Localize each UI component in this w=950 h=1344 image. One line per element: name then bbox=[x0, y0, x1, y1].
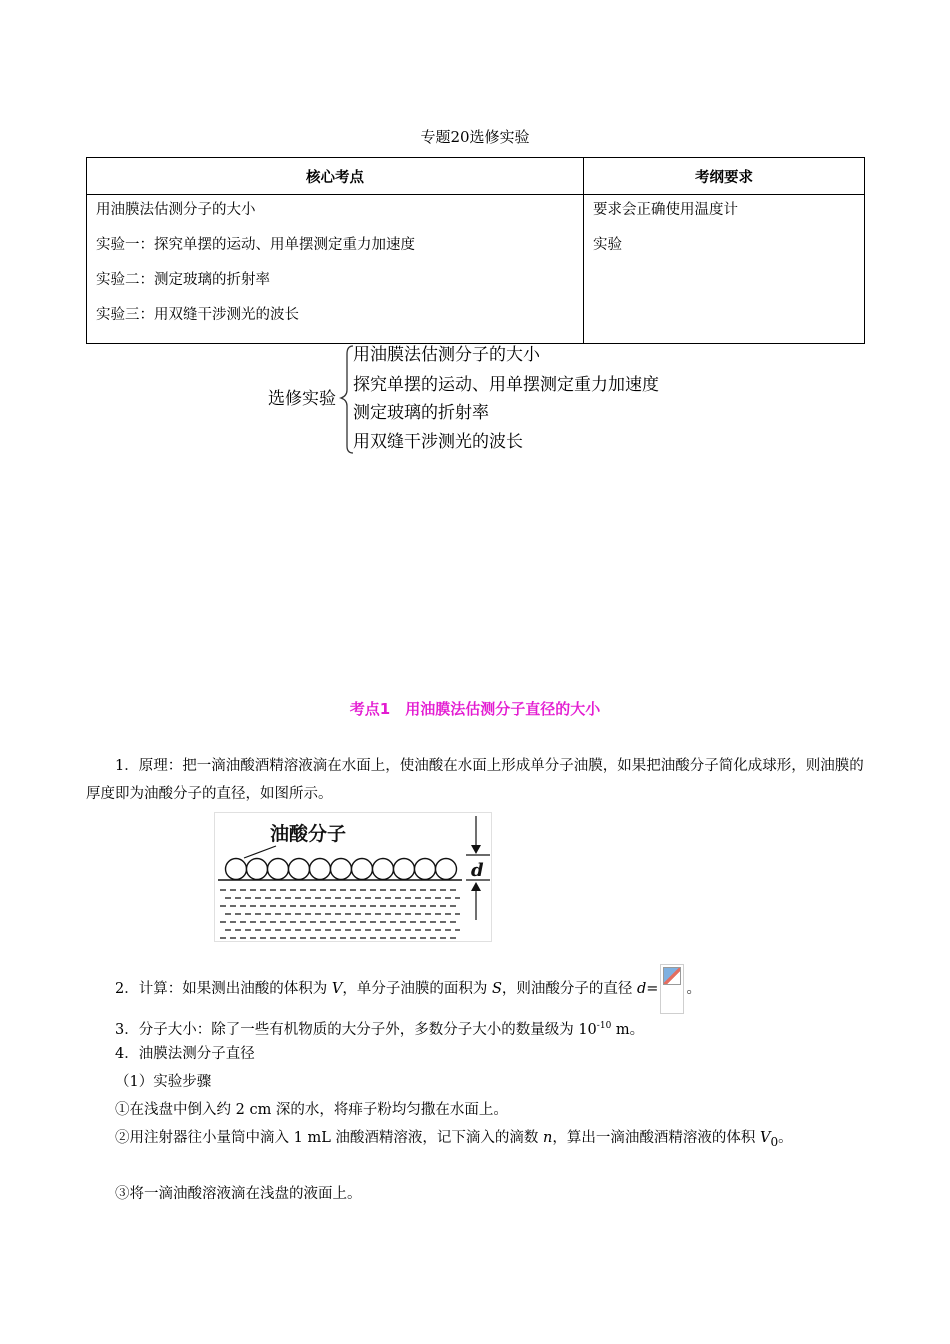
var-v: V bbox=[331, 981, 343, 997]
topic-table bbox=[86, 157, 865, 344]
oil-molecule bbox=[352, 859, 373, 880]
paragraph-steps-heading: （1）实验步骤 bbox=[115, 1074, 212, 1090]
paragraph-method: 4．油膜法测分子直径 bbox=[115, 1046, 255, 1062]
oil-molecule bbox=[331, 859, 352, 880]
d-label: d bbox=[471, 860, 484, 881]
oil-molecule bbox=[310, 859, 331, 880]
var-v0: V bbox=[760, 1130, 771, 1146]
brace-icon bbox=[341, 346, 353, 453]
equals-sign: = bbox=[646, 981, 659, 997]
diagram-branch: 用油膜法估测分子的大小 bbox=[353, 345, 540, 365]
text: 3．分子大小：除了一些有机物质的大分子外，多数分子大小的数量级为 10 bbox=[115, 1021, 597, 1038]
subscript: 0 bbox=[770, 1134, 779, 1149]
text: 2．计算：如果测出油酸的体积为 bbox=[115, 981, 332, 997]
formula-image-icon bbox=[660, 964, 684, 1014]
document-title: 专题20选修实验 bbox=[420, 128, 530, 146]
var-d: d bbox=[636, 981, 647, 997]
oil-molecule-row bbox=[226, 859, 457, 880]
arrowhead-down-icon bbox=[471, 845, 481, 854]
section-heading: 考点1 用油膜法估测分子直径的大小 bbox=[349, 700, 601, 718]
oil-molecule bbox=[436, 859, 457, 880]
water-body bbox=[220, 890, 460, 938]
molecule-label: 油酸分子 bbox=[270, 823, 347, 845]
core-item: 实验二：测定玻璃的折射率 bbox=[96, 272, 270, 288]
text: 。 bbox=[686, 981, 701, 997]
diagram-branch: 用双缝干涉测光的波长 bbox=[353, 432, 523, 452]
text: ，则油酸分子的直径 bbox=[501, 981, 637, 997]
text: m。 bbox=[611, 1021, 645, 1038]
var-n: n bbox=[543, 1130, 553, 1146]
oil-molecule bbox=[289, 859, 310, 880]
oil-molecule bbox=[373, 859, 394, 880]
requirement-item: 要求会正确使用温度计 bbox=[593, 202, 738, 218]
table-header-core: 核心考点 bbox=[87, 158, 584, 195]
text: ，算出一滴油酸酒精溶液的体积 bbox=[552, 1130, 760, 1146]
table-cell-core bbox=[87, 195, 584, 344]
table-header-requirement: 考纲要求 bbox=[584, 158, 865, 195]
paragraph-step-3: ③将一滴油酸溶液滴在浅盘的液面上。 bbox=[115, 1186, 362, 1202]
text: ，单分子油膜的面积为 bbox=[342, 981, 492, 997]
label-pointer bbox=[244, 846, 276, 858]
core-item: 实验三：用双缝干涉测光的波长 bbox=[96, 307, 299, 323]
diagram-root: 选修实验 bbox=[268, 389, 336, 409]
arrowhead-up-icon bbox=[471, 882, 481, 891]
text: ②用注射器往小量筒中滴入 1 mL 油酸酒精溶液，记下滴入的滴数 bbox=[115, 1130, 544, 1146]
core-item: 实验一：探究单摆的运动、用单摆测定重力加速度 bbox=[96, 237, 415, 253]
oil-molecule bbox=[226, 859, 247, 880]
paragraph-calculation bbox=[86, 964, 866, 1014]
core-item: 用油膜法估测分子的大小 bbox=[96, 202, 256, 218]
diagram-branch: 探究单摆的运动、用单摆测定重力加速度 bbox=[353, 375, 659, 395]
diagram-branch: 测定玻璃的折射率 bbox=[353, 403, 489, 423]
paragraph-principle: 1．原理：把一滴油酸酒精溶液滴在水面上，使油酸在水面上形成单分子油膜，如果把油酸分子简化成球形，则油膜的厚度即为油酸分子的直径，如图所示。 bbox=[86, 758, 864, 802]
paragraph-step-1: ①在浅盘中倒入约 2 cm 深的水，将痱子粉均匀撒在水面上。 bbox=[115, 1102, 508, 1118]
oil-molecule bbox=[394, 859, 415, 880]
oil-film-figure bbox=[214, 812, 492, 942]
paragraph-step-2 bbox=[86, 1124, 866, 1156]
requirement-item: 实验 bbox=[593, 237, 622, 253]
table-cell-requirement bbox=[584, 195, 865, 344]
broken-image-icon bbox=[663, 967, 681, 985]
oil-molecule bbox=[247, 859, 268, 880]
text: 。 bbox=[778, 1130, 793, 1146]
table-header-row bbox=[87, 158, 865, 195]
experiment-brace-diagram bbox=[265, 340, 695, 460]
table-row bbox=[87, 195, 865, 344]
var-s: S bbox=[491, 981, 502, 997]
oil-molecule bbox=[415, 859, 436, 880]
oil-molecule bbox=[268, 859, 289, 880]
exponent: -10 bbox=[596, 1021, 612, 1031]
